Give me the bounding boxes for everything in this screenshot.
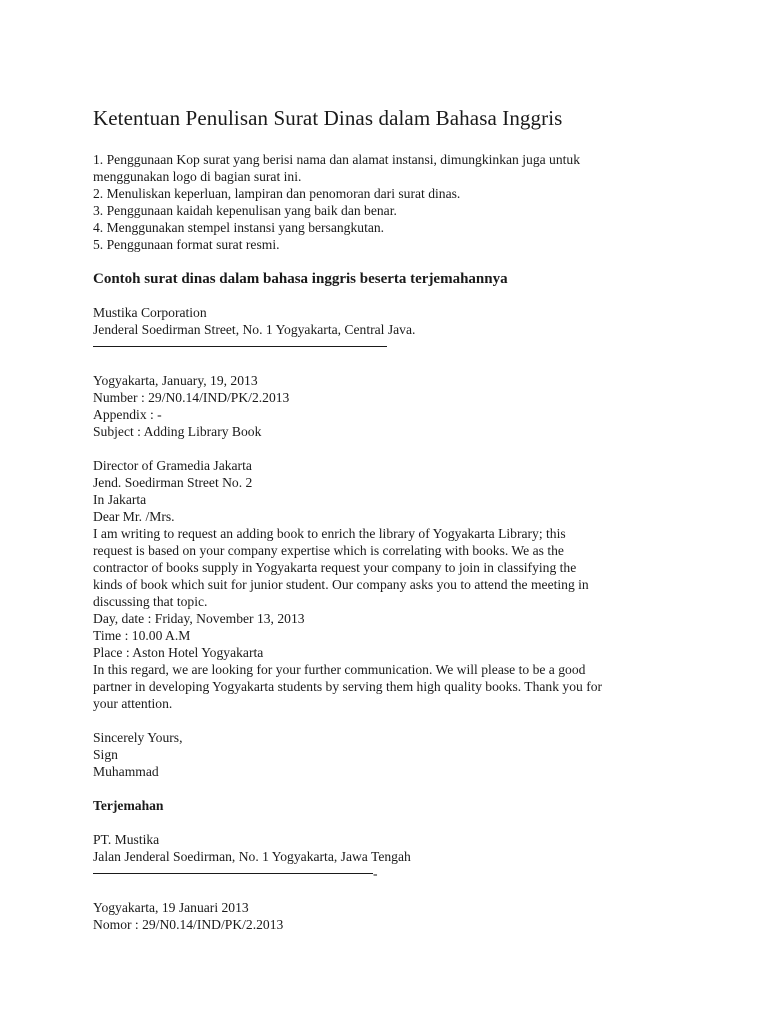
letterhead-line: Jalan Jenderal Soedirman, No. 1 Yogyakarta, Jawa Tengah [93, 849, 411, 864]
translation-meta [93, 899, 693, 933]
translation-number: Nomor : 29/N0.14/IND/PK/2.2013 [93, 917, 284, 932]
translation-heading: Terjemahan [93, 798, 164, 813]
letter-subject: Subject : Adding Library Book [93, 424, 262, 439]
body-line: discussing that topic. [93, 594, 208, 609]
rules-list [93, 151, 693, 253]
body-line: kinds of book which suit for junior student. Our company asks you to attend the meeting in [93, 577, 589, 592]
translation-letterhead [93, 831, 693, 882]
body-line: In this regard, we are looking for your further communication. We will please to be a good [93, 662, 586, 677]
page-title: Ketentuan Penulisan Surat Dinas dalam Bahasa Inggris [93, 106, 563, 130]
rule-line: 4. Menggunakan stempel instansi yang bersangkutan. [93, 220, 385, 235]
letter-body [93, 457, 693, 712]
letter-appendix: Appendix : - [93, 407, 162, 422]
body-line: I am writing to request an adding book to enrich the library of Yogyakarta Library; this [93, 526, 566, 541]
letter-letterhead [93, 304, 693, 355]
letter-meta [93, 372, 693, 440]
body-line: request is based on your company expertise which is correlating with books. We as the [93, 543, 564, 558]
closing-line: Sincerely Yours, [93, 730, 183, 745]
letterhead-divider [93, 338, 693, 355]
document-page [93, 105, 693, 933]
body-line: In Jakarta [93, 492, 147, 507]
body-line: Dear Mr. /Mrs. [93, 509, 175, 524]
body-line: Day, date : Friday, November 13, 2013 [93, 611, 305, 626]
translation-date: Yogyakarta, 19 Januari 2013 [93, 900, 249, 915]
example-heading: Contoh surat dinas dalam bahasa inggris beserta terjemahannya [93, 271, 508, 287]
divider-end-mark: - [373, 866, 378, 881]
letterhead-line: Jenderal Soedirman Street, No. 1 Yogyakarta, Central Java. [93, 322, 416, 337]
body-line: Jend. Soedirman Street No. 2 [93, 475, 253, 490]
body-line: Place : Aston Hotel Yogyakarta [93, 645, 264, 660]
letter-number: Number : 29/N0.14/IND/PK/2.2013 [93, 390, 290, 405]
body-line: contractor of books supply in Yogyakarta request your company to join in classifying the [93, 560, 577, 575]
closing-line: Sign [93, 747, 118, 762]
rule-line: 2. Menuliskan keperluan, lampiran dan penomoran dari surat dinas. [93, 186, 461, 201]
rule-line: 3. Penggunaan kaidah kepenulisan yang baik dan benar. [93, 203, 397, 218]
letterhead-line: Mustika Corporation [93, 305, 207, 320]
closing-line: Muhammad [93, 764, 159, 779]
rule-line: 1. Penggunaan Kop surat yang berisi nama dan alamat instansi, dimungkinkan juga untuk [93, 152, 581, 167]
body-line: partner in developing Yogyakarta students by serving them high quality books. Thank you for [93, 679, 603, 694]
translation-divider [93, 865, 693, 882]
rule-line: menggunakan logo di bagian surat ini. [93, 169, 302, 184]
body-line: your attention. [93, 696, 173, 711]
body-line: Time : 10.00 A.M [93, 628, 191, 643]
body-line: Director of Gramedia Jakarta [93, 458, 252, 473]
letter-date: Yogyakarta, January, 19, 2013 [93, 373, 258, 388]
letterhead-line: PT. Mustika [93, 832, 160, 847]
rule-line: 5. Penggunaan format surat resmi. [93, 237, 280, 252]
letter-closing [93, 729, 693, 780]
